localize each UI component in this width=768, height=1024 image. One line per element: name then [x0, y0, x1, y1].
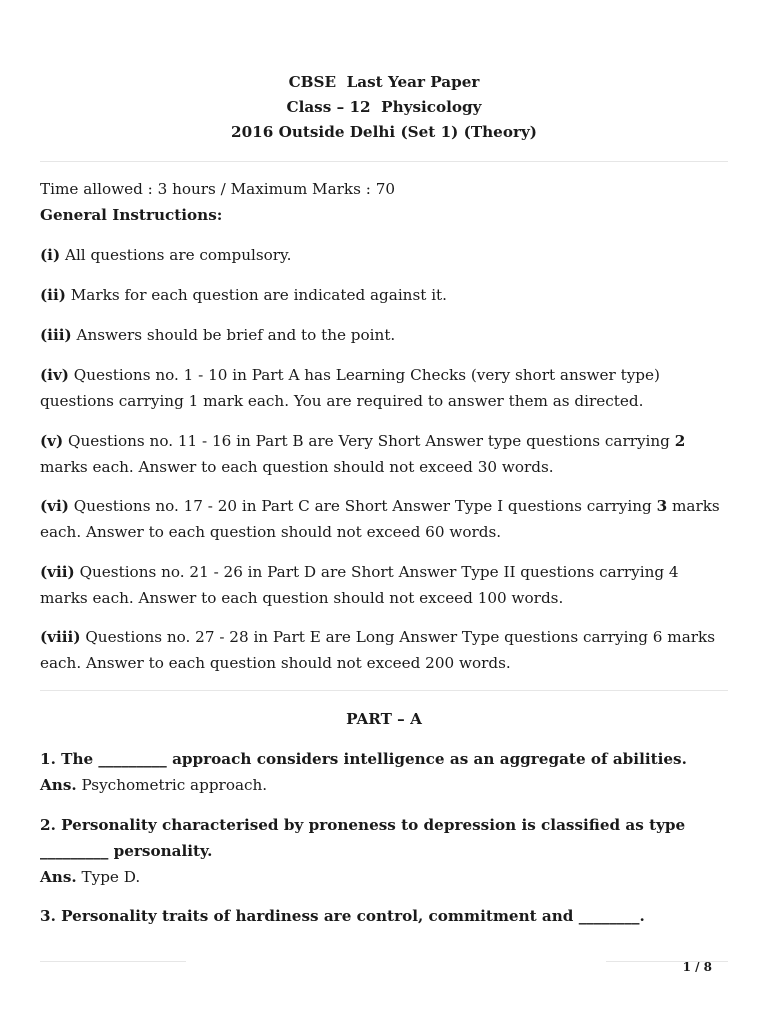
instruction-number: (ii) — [40, 286, 66, 304]
instruction-text: Questions no. 1 - 10 in Part A has Learning Checks (very short answer type) questions carrying 1 mark each. You are required to answer them as directed. — [40, 366, 660, 410]
question-text: 2. Personality characterised by proneness to depression is classified as type _________ personality. — [40, 816, 686, 860]
header-class: Class – 12 Physicology — [286, 98, 482, 116]
instruction-text: Questions no. 27 - 28 in Part E are Long Answer Type questions carrying 6 marks each. Answer to each question should not exceed 200 words. — [40, 628, 716, 672]
question-text: 1. The _________ approach considers intelligence as an aggregate of abilities. — [40, 750, 687, 768]
footer-divider — [40, 961, 186, 962]
instruction-text: marks each. Answer to each question should not exceed 60 words. — [40, 497, 720, 541]
question-item — [40, 903, 728, 929]
time-marks: Time allowed : 3 hours / Maximum Marks : 70 — [40, 180, 396, 198]
instruction-number: (vi) — [40, 497, 69, 515]
question-item — [40, 746, 728, 798]
instruction-number: (viii) — [40, 628, 81, 646]
instruction-item — [40, 322, 728, 348]
answer-label: Ans. — [40, 868, 77, 886]
instruction-number: (i) — [40, 246, 61, 264]
instruction-item — [40, 282, 728, 308]
header-title: CBSE Last Year Paper — [288, 73, 480, 91]
instruction-number: (iv) — [40, 366, 69, 384]
marks-value: 2 — [674, 432, 686, 450]
page-number: 1 / 8 — [682, 960, 712, 974]
instruction-item — [40, 559, 728, 611]
question-item — [40, 812, 728, 890]
answer-text: Psychometric approach. — [76, 776, 268, 794]
marks-value: 3 — [656, 497, 668, 515]
instruction-item — [40, 493, 728, 545]
instruction-item — [40, 242, 728, 268]
instruction-text: Questions no. 17 - 20 in Part C are Short Answer Type I questions carrying — [68, 497, 657, 515]
instruction-number: (vii) — [40, 563, 75, 581]
part-heading: PART – A — [346, 710, 422, 728]
instruction-text: Questions no. 11 - 16 in Part B are Very Short Answer type questions carrying — [63, 432, 675, 450]
answer-text: Type D. — [76, 868, 141, 886]
instruction-text: Questions no. 21 - 26 in Part D are Short Answer Type II questions carrying 4 marks each. Answer to each question should not exceed 100 words. — [40, 563, 679, 607]
instruction-item — [40, 624, 728, 676]
divider — [40, 690, 728, 691]
instruction-text: Answers should be brief and to the point. — [71, 326, 396, 344]
instruction-text: All questions are compulsory. — [60, 246, 292, 264]
instruction-number: (v) — [40, 432, 64, 450]
document-header — [40, 70, 728, 145]
instruction-text: Marks for each question are indicated against it. — [65, 286, 447, 304]
instruction-text: marks each. Answer to each question should not exceed 30 words. — [40, 458, 554, 476]
instruction-item — [40, 362, 728, 414]
header-exam: 2016 Outside Delhi (Set 1) (Theory) — [231, 123, 537, 141]
divider — [40, 161, 728, 162]
general-instructions-title: General Instructions: — [40, 206, 223, 224]
question-text: 3. Personality traits of hardiness are control, commitment and ________. — [40, 907, 645, 925]
answer-label: Ans. — [40, 776, 77, 794]
instruction-item — [40, 428, 728, 480]
instruction-number: (iii) — [40, 326, 72, 344]
